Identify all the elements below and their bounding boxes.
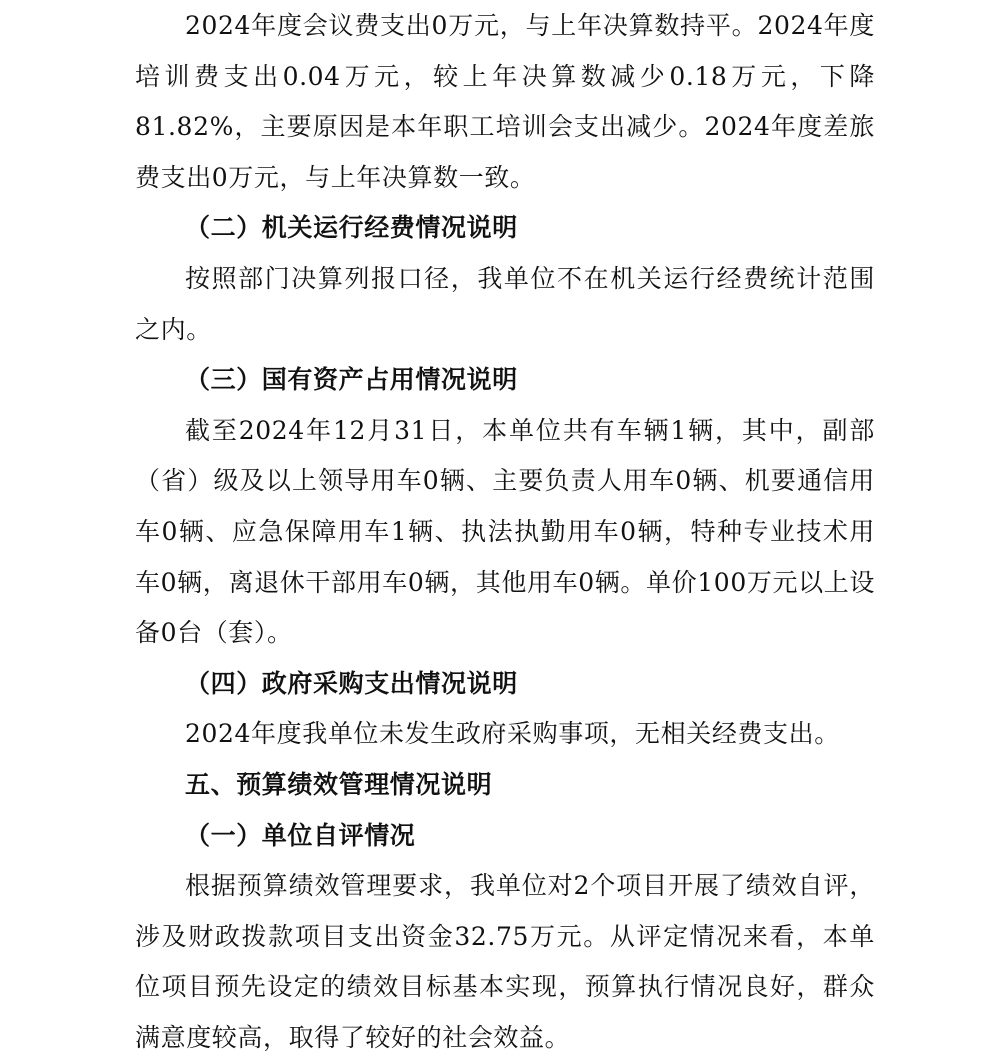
heading-agency-operating-expenses: （二）机关运行经费情况说明 — [185, 213, 518, 243]
heading-section-five-performance: 五、预算绩效管理情况说明 — [185, 769, 493, 799]
paragraph-self-evaluation: 根据预算绩效管理要求，我单位对2个项目开展了绩效自评，涉及财政拨款项目支出资金32.75万元。从评定情况来看，本单位项目预先设定的绩效目标基本实现，预算执行情况良好，群众满意度较高，取得了较好的社会效益。 — [135, 871, 875, 1052]
heading-government-procurement: （四）政府采购支出情况说明 — [185, 668, 518, 698]
heading-state-assets: （三）国有资产占用情况说明 — [185, 365, 518, 395]
paragraph-conference-training-travel: 2024年度会议费支出0万元，与上年决算数持平。2024年度培训费支出0.04万元，较上年决算数减少0.18万元，下降81.82%，主要原因是本年职工培训会支出减少。2024年度差旅费支出0万元，与上年决算数一致。 — [135, 11, 875, 192]
paragraph-government-procurement: 2024年度我单位未发生政府采购事项，无相关经费支出。 — [185, 719, 840, 749]
paragraph-agency-operating-expenses: 按照部门决算列报口径，我单位不在机关运行经费统计范围之内。 — [135, 263, 875, 344]
paragraph-state-assets: 截至2024年12月31日，本单位共有车辆1辆，其中，副部（省）级及以上领导用车0辆、主要负责人用车0辆、机要通信用车0辆、应急保障用车1辆、执法执勤用车0辆，特种专业技术用车0辆，离退休干部用车0辆，其他用车0辆。单价100万元以上设备0台（套）。 — [135, 415, 875, 648]
document-page — [135, 0, 875, 1063]
heading-self-evaluation: （一）单位自评情况 — [185, 820, 416, 850]
